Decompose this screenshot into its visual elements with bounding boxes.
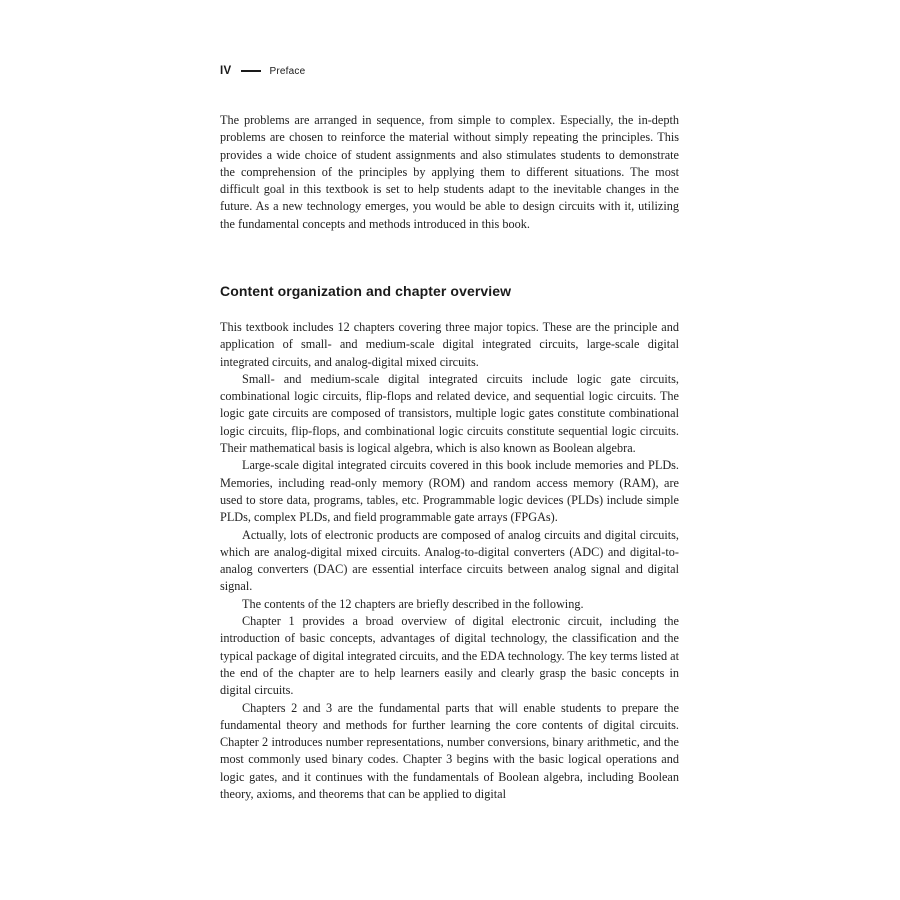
paragraph-chapters-2-3: Chapters 2 and 3 are the fundamental parts that will enable students to prepare the fundamental theory and methods for further learning the core contents of digital circuits. Chapter 2 introduces number representations, number conversions, binary arithmetic, and the most commonly used binary codes. Chapter 3 begins with the basic logical operations and logic gates, and it continues with the fundamentals of Boolean algebra, including Boolean theory, axioms, and theorems that can be applied to digital [220,700,679,802]
intro-block [220,112,679,233]
intro-paragraph: The problems are arranged in sequence, from simple to complex. Especially, the in-depth problems are chosen to reinforce the material without simply repeating the principles. This provides a wide choice of student assignments and also stimulates students to demonstrate the comprehension of the principles by applying them to different situations. The most difficult goal in this textbook is set to help students adapt to the inevitable changes in the future. As a new technology emerges, you would be able to design circuits with it, utilizing the fundamental concepts and methods introduced in this book. [220,113,679,231]
paragraph-large-scale: Large-scale digital integrated circuits covered in this book include memories and PLDs. Memories, including read-only memory (ROM) and random access memory (RAM), are used to store data, programs, tables, etc. Programmable logic devices (PLDs) include simple PLDs, complex PLDs, and field programmable gate arrays (FPGAs). [220,458,679,525]
paragraph-chapter-intro: The contents of the 12 chapters are briefly described in the following. [242,596,584,611]
paragraph-chapter-1: Chapter 1 provides a broad overview of digital electronic circuit, including the introduction of basic concepts, advantages of digital technology, the classification and the typical package of digital integrated circuits, and the EDA technology. The key terms listed at the end of the chapter are to help learners easily and clearly grasp the basic concepts in digital circuits. [220,614,679,698]
paragraph-topics-overview: This textbook includes 12 chapters covering three major topics. These are the principle and application of small- and medium-scale digital integrated circuits, large-scale digital integrated circuits, and analog-digital mixed circuits. [220,320,679,369]
section-heading: Content organization and chapter overview [220,283,512,299]
running-head-section: Preface [269,65,306,77]
running-head-rule [241,70,261,72]
paragraph-mixed-circuits: Actually, lots of electronic products are composed of analog circuits and digital circuits, which are analog-digital mixed circuits. Analog-to-digital converters (ADC) and digital-to-analog converters (DAC) are essential interface circuits between analog signal and digital signal. [220,527,679,594]
section-body [220,319,679,803]
running-head [220,63,305,79]
page-number: IV [220,65,232,77]
paragraph-small-medium-scale: Small- and medium-scale digital integrated circuits include logic gate circuits, combinational logic circuits, flip-flops and related device, and sequential logic circuits. The logic gate circuits are composed of transistors, multiple logic gates constitute combinational logic circuits, flip-flops, and combinational logic circuits constitute sequential logic circuits. Their mathematical basis is logical algebra, which is also known as Boolean algebra. [220,371,679,456]
